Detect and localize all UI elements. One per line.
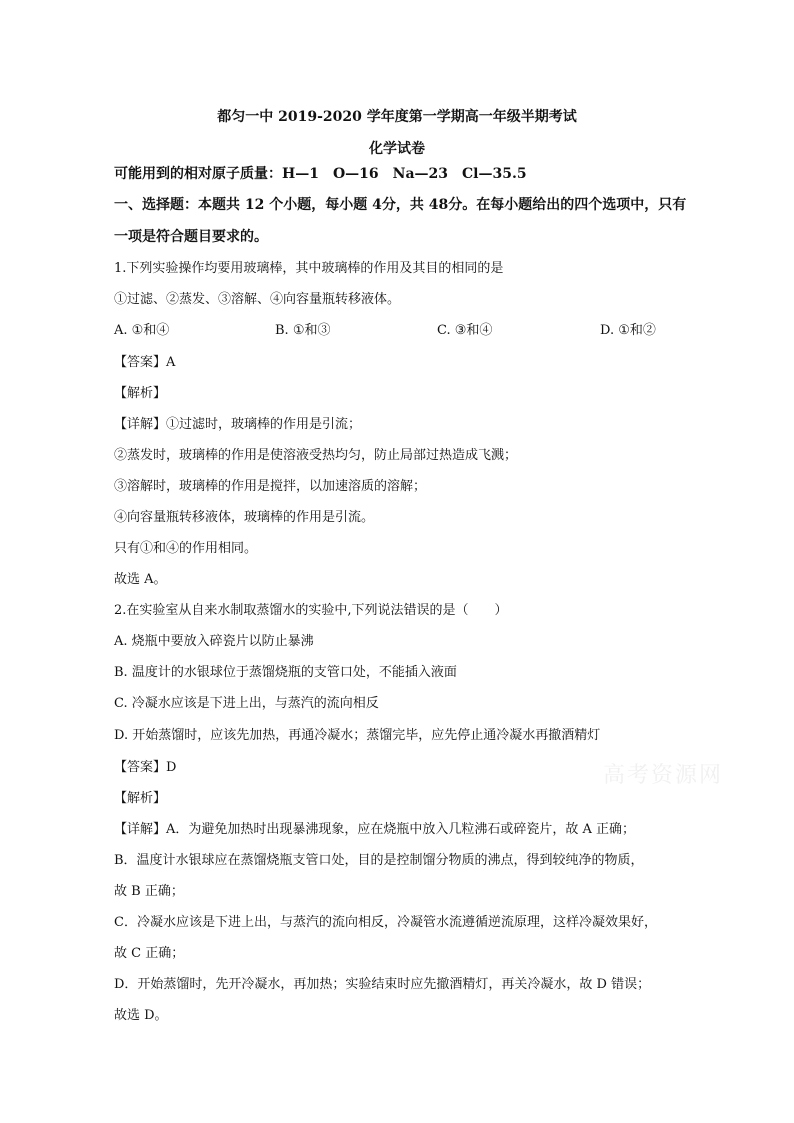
q2-analysis-label: 【解析】 xyxy=(114,791,167,806)
q2-detail-line: 故选 D。 xyxy=(114,1008,168,1023)
q2-option-a: A. 烧瓶中要放入碎瓷片以防止暴沸 xyxy=(114,634,314,649)
q1-detail-line: 故选 A。 xyxy=(114,572,167,587)
exam-subtitle: 化学试卷 xyxy=(369,141,425,157)
q1-detail-line: ③溶解时，玻璃棒的作用是搅拌，以加速溶质的溶解； xyxy=(114,479,427,494)
q2-detail-line: B．温度计水银球应在蒸馏烧瓶支管口处，目的是控制馏分物质的沸点，得到较纯净的物质， xyxy=(114,853,644,868)
q2-option-d: D. 开始蒸馏时，应该先加热，再通冷凝水；蒸馏完毕，应先停止通冷凝水再撤酒精灯 xyxy=(114,728,601,743)
q2-stem: 2.在实验室从自来水制取蒸馏水的实验中,下列说法错误的是（ ） xyxy=(114,603,508,618)
q2-answer: 【答案】D xyxy=(114,760,177,775)
q2-option-c: C. 冷凝水应该是下进上出，与蒸汽的流向相反 xyxy=(114,696,379,711)
q1-detail-line: 【详解】①过滤时，玻璃棒的作用是引流； xyxy=(114,417,362,432)
q2-detail-line: C．冷凝水应该是下进上出，与蒸汽的流向相反，冷凝管水流遵循逆流原理，这样冷凝效果好， xyxy=(114,915,657,930)
q1-detail-line: 只有①和④的作用相同。 xyxy=(114,541,258,556)
watermark: 高考资源网 xyxy=(603,763,724,788)
section-heading-line2: 一项是符合题目要求的。 xyxy=(114,229,268,245)
q1-answer: 【答案】A xyxy=(114,355,176,370)
q2-option-b: B. 温度计的水银球位于蒸馏烧瓶的支管口处，不能插入液面 xyxy=(114,665,457,680)
q1-detail-line: ②蒸发时，玻璃棒的作用是使溶液受热均匀，防止局部过热造成飞溅； xyxy=(114,448,518,463)
q2-detail-line: 故 C 正确； xyxy=(114,946,185,961)
q1-stem: 1.下列实验操作均要用玻璃棒，其中玻璃棒的作用及其目的相同的是 xyxy=(114,261,504,276)
section-heading-line1: 一、选择题：本题共 12 个小题，每小题 4分，共 48分。在每小题给出的四个选项中，只有 xyxy=(114,197,687,213)
exam-title: 都匀一中 2019-2020 学年度第一学期高一年级半期考试 xyxy=(217,109,577,125)
q1-option-d: D. ①和② xyxy=(600,323,656,338)
atomic-masses: 可能用到的相对原子质量：H—1 O—16 Na—23 Cl—35.5 xyxy=(114,166,527,182)
q2-detail-line: 故 B 正确； xyxy=(114,884,184,899)
q1-analysis-label: 【解析】 xyxy=(114,386,167,401)
q1-option-c: C. ③和④ xyxy=(437,323,493,338)
q1-option-a: A. ①和④ xyxy=(114,323,170,338)
q2-detail-line: D．开始蒸馏时，先开冷凝水，再加热；实验结束时应先撤酒精灯，再关冷凝水，故 D 错误； xyxy=(114,977,651,992)
q1-detail-line: ④向容量瓶转移液体，玻璃棒的作用是引流。 xyxy=(114,510,375,525)
q1-option-b: B. ①和③ xyxy=(275,323,331,338)
q1-items: ①过滤、②蒸发、③溶解、④向容量瓶转移液体。 xyxy=(114,292,401,307)
q2-detail-line: 【详解】A．为避免加热时出现暴沸现象，应在烧瓶中放入几粒沸石或碎瓷片，故 A 正确； xyxy=(114,822,636,837)
